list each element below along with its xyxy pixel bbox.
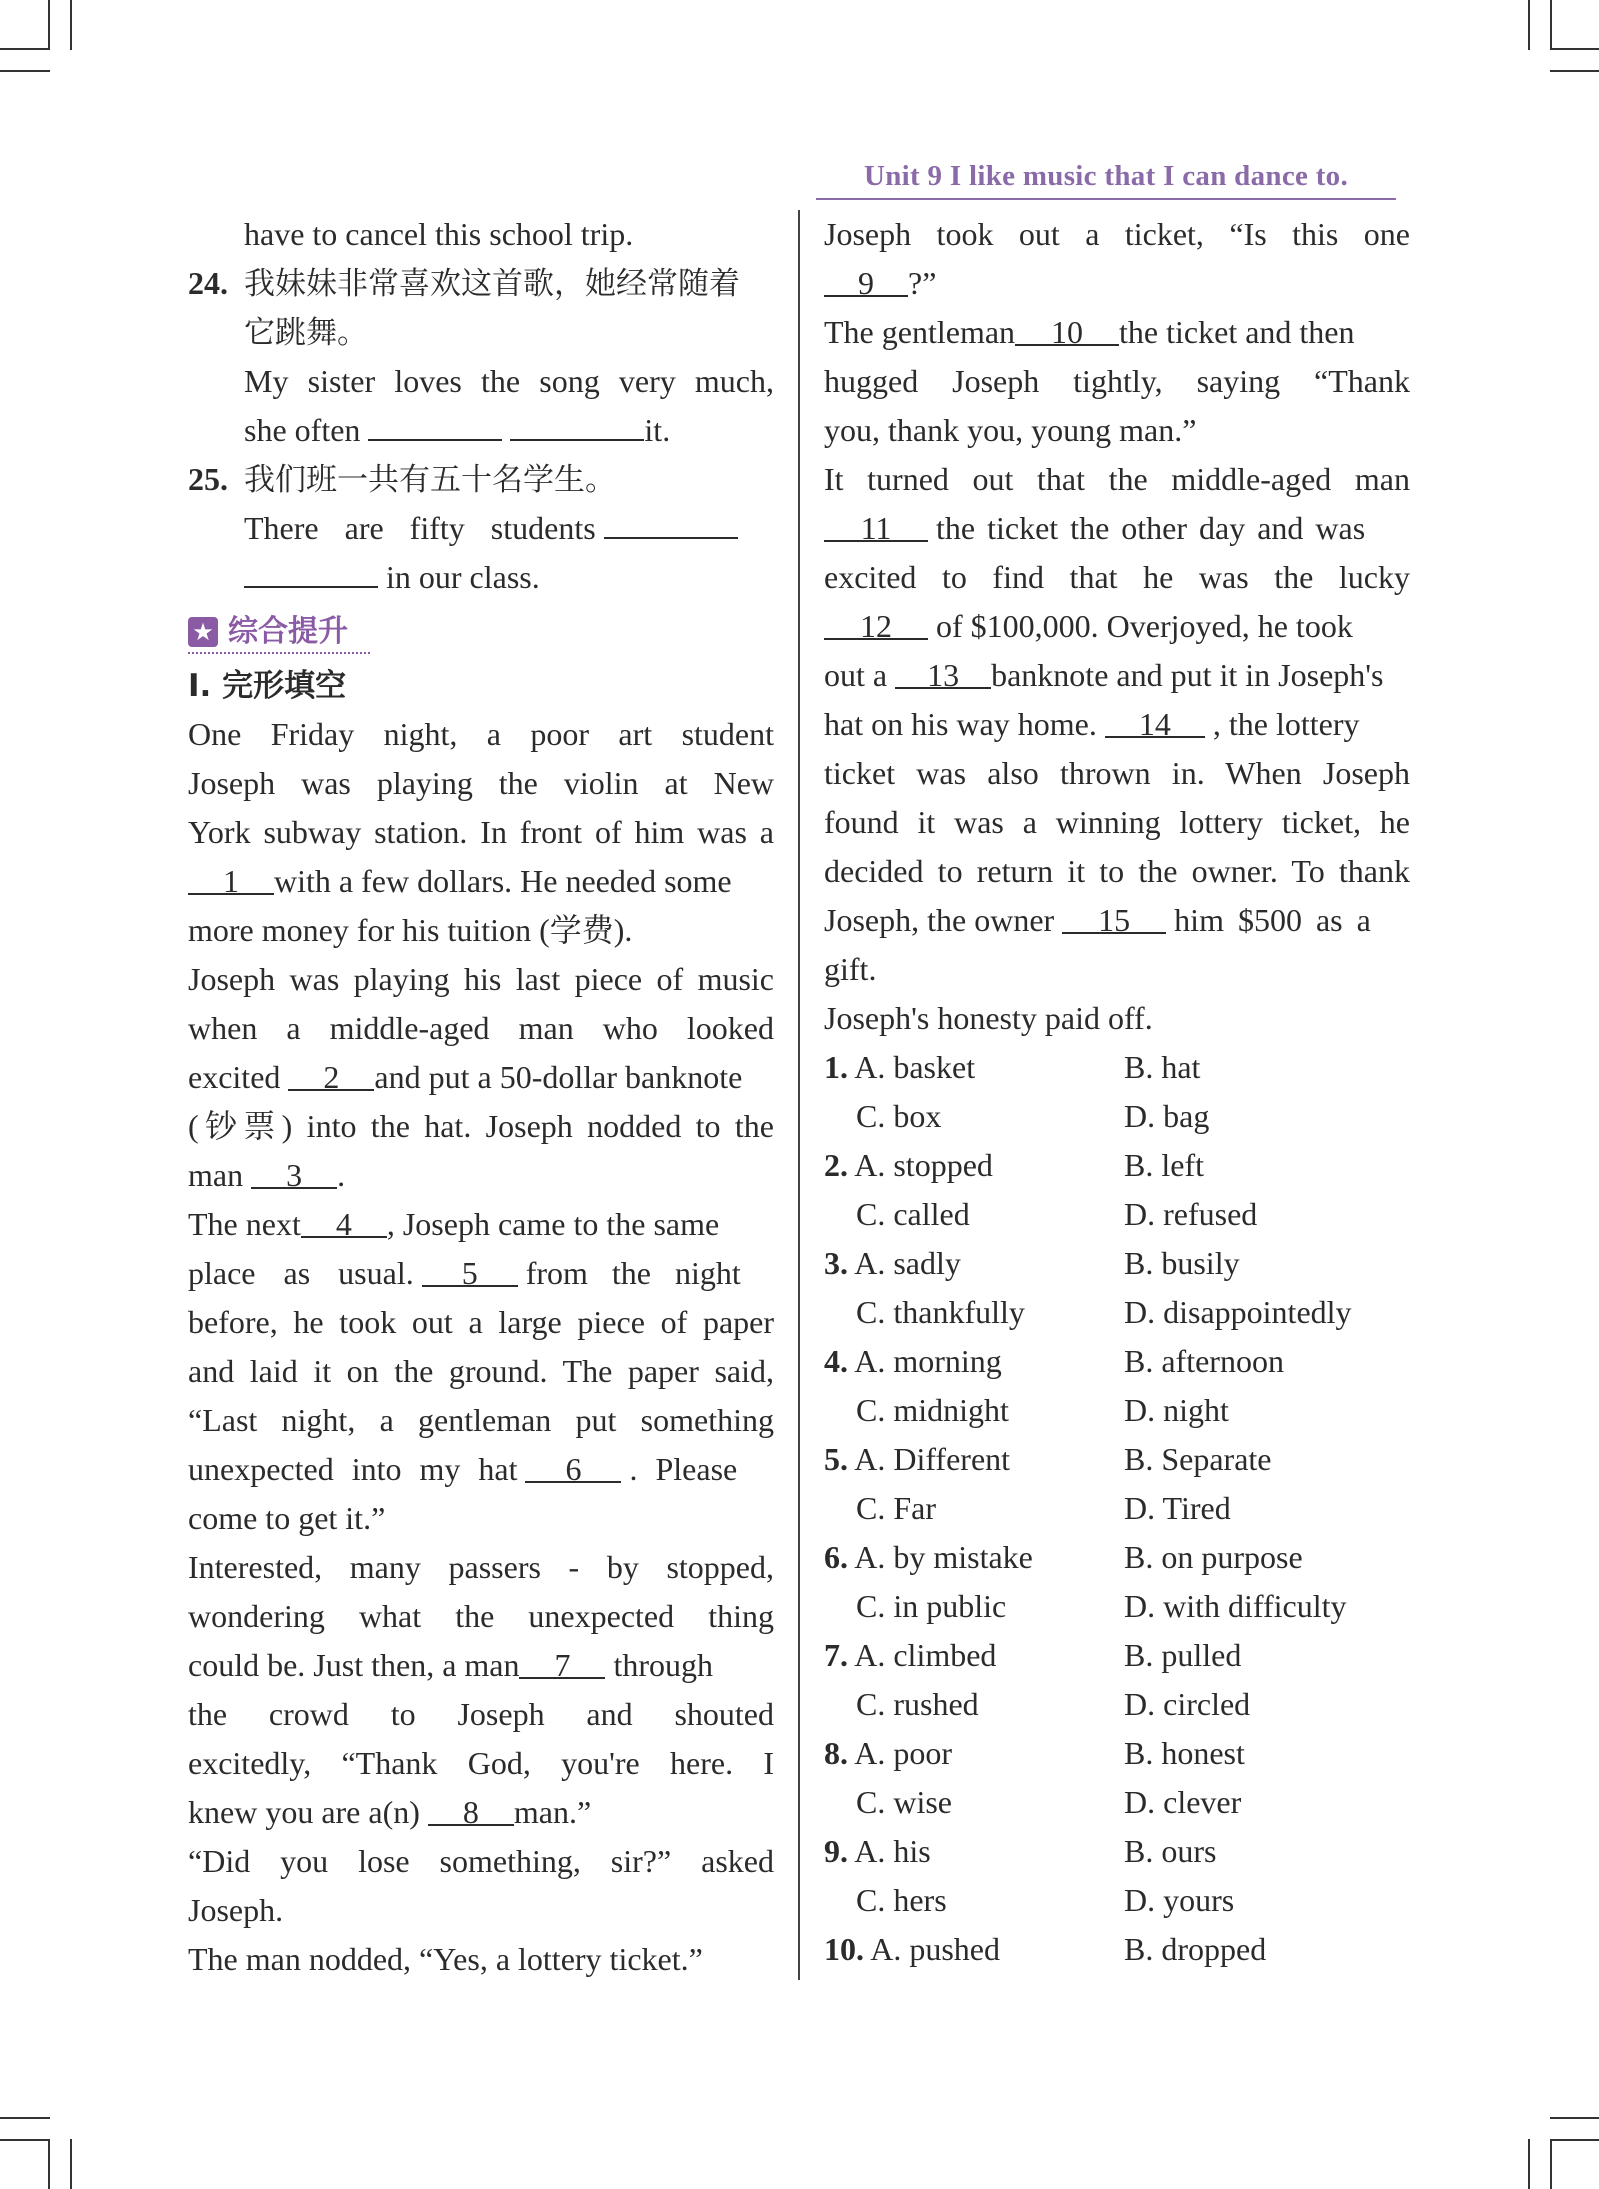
option-b[interactable]: B. hat	[1124, 1049, 1201, 1085]
passage-line	[188, 1641, 774, 1690]
passage-line: Joseph.	[188, 1892, 284, 1928]
cloze-heading	[188, 660, 774, 710]
option-row	[824, 1435, 1410, 1484]
text-span: . Please	[629, 1451, 738, 1487]
option-d[interactable]: D. bag	[1124, 1098, 1210, 1134]
passage-line: Interested, many passers - by stopped,	[188, 1549, 774, 1585]
text-span: out a	[824, 657, 888, 693]
option-c[interactable]: C. rushed	[856, 1686, 979, 1722]
option-c[interactable]: C. hers	[856, 1882, 947, 1918]
text-span: The next	[188, 1206, 301, 1242]
option-b[interactable]: B. dropped	[1124, 1931, 1267, 1967]
passage-line: before, he took out a large piece of paper	[188, 1304, 774, 1340]
passage-line: excited to find that he was the lucky	[824, 559, 1410, 595]
passage-line	[824, 308, 1410, 357]
option-number: 5.	[824, 1441, 848, 1477]
question-25-cn	[188, 455, 774, 504]
text-span: place as usual.	[188, 1255, 414, 1291]
text-span: banknote and put it in Joseph's	[991, 657, 1384, 693]
option-row	[824, 1386, 1410, 1435]
option-row	[824, 1337, 1410, 1386]
option-b[interactable]: B. afternoon	[1124, 1343, 1284, 1379]
option-number: 4.	[824, 1343, 848, 1379]
option-b[interactable]: B. left	[1124, 1147, 1204, 1183]
option-b[interactable]: B. ours	[1124, 1833, 1217, 1869]
crop-mark	[48, 2139, 50, 2189]
passage-line: (钞票) into the hat. Joseph nodded to the	[188, 1108, 774, 1144]
passage-line	[188, 1249, 774, 1298]
passage-line	[188, 1053, 774, 1102]
text-span: the ticket the other day and was	[936, 510, 1366, 546]
text-span: and put a 50-dollar banknote	[374, 1059, 743, 1095]
cloze-blank[interactable]: 12	[824, 608, 928, 640]
passage-line	[188, 857, 774, 906]
option-c[interactable]: C. in public	[856, 1588, 1007, 1624]
option-a[interactable]: A. his	[854, 1833, 931, 1869]
option-a[interactable]: A. stopped	[854, 1147, 993, 1183]
answer-blank[interactable]	[510, 409, 644, 441]
passage-line	[824, 259, 1410, 308]
option-d[interactable]: D. yours	[1124, 1882, 1235, 1918]
option-d[interactable]: D. night	[1124, 1392, 1229, 1428]
question-24-cn	[188, 259, 774, 308]
text-line: have to cancel this school trip.	[244, 216, 634, 252]
option-row	[824, 1925, 1410, 1974]
passage-line: decided to return it to the owner. To thank	[824, 853, 1410, 889]
passage-line: hugged Joseph tightly, saying “Thank	[824, 363, 1410, 399]
passage-line: ticket was also thrown in. When Joseph	[824, 755, 1410, 791]
question-24-en: My sister loves the song very much,	[244, 363, 774, 399]
option-c[interactable]: C. Far	[856, 1490, 936, 1526]
answer-blank[interactable]	[604, 507, 738, 539]
passage-line: One Friday night, a poor art student	[188, 716, 774, 752]
column-divider	[798, 210, 800, 1980]
question-25-en-cont	[188, 553, 774, 602]
cloze-blank[interactable]: 2	[288, 1059, 374, 1091]
text-span: The gentleman	[824, 314, 1016, 350]
text-span: with a few dollars. He needed some	[274, 863, 732, 899]
text-span: excited	[188, 1059, 281, 1095]
option-number: 2.	[824, 1147, 848, 1183]
section-underline	[188, 652, 370, 654]
crop-mark	[1550, 70, 1599, 72]
option-number: 10.	[824, 1931, 864, 1967]
passage-line	[188, 1445, 774, 1494]
crop-mark	[0, 2139, 50, 2141]
question-25-en	[188, 504, 774, 553]
crop-mark	[0, 48, 50, 50]
option-a[interactable]: A. morning	[854, 1343, 1002, 1379]
text-span: him $500 as a	[1174, 902, 1371, 938]
answer-blank[interactable]	[368, 409, 502, 441]
option-number: 1.	[824, 1049, 848, 1085]
passage-line: wondering what the unexpected thing	[188, 1598, 774, 1634]
passage-line: The man nodded, “Yes, a lottery ticket.”	[188, 1941, 703, 1977]
option-b[interactable]: B. pulled	[1124, 1637, 1242, 1673]
passage-line: Joseph was playing his last piece of music	[188, 961, 774, 997]
crop-mark	[1550, 0, 1552, 50]
cloze-blank[interactable]: 1	[188, 863, 274, 895]
option-row	[824, 1239, 1410, 1288]
text-span: .	[337, 1157, 346, 1193]
option-row	[824, 1582, 1410, 1631]
option-c[interactable]: C. wise	[856, 1784, 952, 1820]
passage-line	[824, 504, 1410, 553]
passage-line	[824, 651, 1410, 700]
option-b[interactable]: B. busily	[1124, 1245, 1240, 1281]
cloze-blank[interactable]: 14	[1105, 706, 1205, 738]
text-span: ?”	[908, 265, 937, 301]
question-text-cn: 我们班一共有五十名学生。	[244, 462, 616, 498]
option-row	[824, 1827, 1410, 1876]
option-number: 9.	[824, 1833, 848, 1869]
header-rule	[816, 198, 1396, 200]
option-number: 6.	[824, 1539, 848, 1575]
passage-line: York subway station. In front of him was a	[188, 814, 774, 850]
text-span: of $100,000. Overjoyed, he took	[936, 608, 1353, 644]
passage-line: when a middle-aged man who looked	[188, 1010, 774, 1046]
passage-line	[188, 1788, 774, 1837]
option-row	[824, 1190, 1410, 1239]
passage-line: more money for his tuition (学费).	[188, 912, 633, 948]
crop-mark	[48, 0, 50, 50]
option-c[interactable]: C. called	[856, 1196, 970, 1232]
passage-line	[824, 700, 1410, 749]
option-row	[824, 1778, 1410, 1827]
text-span: could be. Just then, a man	[188, 1647, 520, 1683]
passage-line: Joseph was playing the violin at New	[188, 765, 774, 801]
option-a[interactable]: A. basket	[854, 1049, 976, 1085]
crop-mark	[1528, 0, 1530, 50]
option-c[interactable]: C. box	[856, 1098, 942, 1134]
option-row	[824, 1484, 1410, 1533]
question-number: 25.	[188, 461, 228, 497]
cloze-blank[interactable]: 15	[1062, 902, 1166, 934]
passage-line: found it was a winning lottery ticket, he	[824, 804, 1410, 840]
option-row	[824, 1631, 1410, 1680]
passage-line	[188, 1151, 774, 1200]
option-a[interactable]: A. poor	[854, 1735, 952, 1771]
text-span: Joseph, the owner	[824, 902, 1055, 938]
option-number: 8.	[824, 1735, 848, 1771]
text-span: through	[613, 1647, 714, 1683]
option-c[interactable]: C. thankfully	[856, 1294, 1025, 1330]
passage-line: excitedly, “Thank God, you're here. I	[188, 1745, 774, 1781]
text-span: unexpected into my hat	[188, 1451, 518, 1487]
passage-line: Joseph took out a ticket, “Is this one	[824, 216, 1410, 252]
option-b[interactable]: B. Separate	[1124, 1441, 1272, 1477]
question-text-cn: 它跳舞。	[244, 315, 368, 351]
passage-line	[188, 1200, 774, 1249]
cloze-blank[interactable]: 6	[525, 1451, 621, 1483]
option-d[interactable]: D. with difficulty	[1124, 1588, 1347, 1624]
passage-line	[824, 602, 1410, 651]
passage-line: gift.	[824, 951, 877, 987]
right-column	[824, 210, 1410, 1974]
cloze-blank[interactable]: 13	[895, 657, 991, 689]
option-a[interactable]: A. Different	[854, 1441, 1011, 1477]
text-span: hat on his way home.	[824, 706, 1097, 742]
cloze-blank[interactable]: 7	[519, 1647, 605, 1679]
option-number: 3.	[824, 1245, 848, 1281]
text-span: man	[188, 1157, 244, 1193]
crop-mark	[1550, 48, 1599, 50]
crop-mark	[1528, 2139, 1530, 2189]
crop-mark	[70, 0, 72, 50]
cloze-blank[interactable]: 11	[824, 510, 928, 542]
option-d[interactable]: D. circled	[1124, 1686, 1251, 1722]
option-row	[824, 1680, 1410, 1729]
option-row	[824, 1288, 1410, 1337]
text-span: she often	[244, 412, 361, 448]
options-list	[824, 1043, 1410, 1974]
crop-mark	[0, 70, 50, 72]
option-a[interactable]: A. climbed	[854, 1637, 997, 1673]
option-row	[824, 1092, 1410, 1141]
passage-line: you, thank you, young man.”	[824, 412, 1197, 448]
section-heading	[188, 604, 774, 660]
passage-line: come to get it.”	[188, 1500, 386, 1536]
question-24-cn-cont	[188, 308, 774, 357]
cloze-blank[interactable]: 3	[251, 1157, 337, 1189]
question-24-en-cont	[188, 406, 774, 455]
option-row	[824, 1876, 1410, 1925]
text-span: in our class.	[386, 559, 540, 595]
question-number: 24.	[188, 265, 228, 301]
option-a[interactable]: A. by mistake	[854, 1539, 1033, 1575]
cloze-blank[interactable]: 4	[301, 1206, 387, 1238]
cloze-blank[interactable]: 5	[422, 1255, 518, 1287]
passage-line: It turned out that the middle-aged man	[824, 461, 1410, 497]
passage-line: the crowd to Joseph and shouted	[188, 1696, 774, 1732]
option-d[interactable]: D. Tired	[1124, 1490, 1231, 1526]
crop-mark	[1550, 2117, 1599, 2119]
cloze-heading-text: Ⅰ. 完形填空	[188, 668, 347, 704]
option-row	[824, 1729, 1410, 1778]
passage-line: and laid it on the ground. The paper said,	[188, 1353, 774, 1389]
cloze-blank[interactable]: 8	[428, 1794, 514, 1826]
text-span: from the night	[525, 1255, 741, 1291]
text-span: , Joseph came to the same	[386, 1206, 720, 1242]
text-span: knew you are a(n)	[188, 1794, 420, 1830]
option-row	[824, 1141, 1410, 1190]
text-span: , the lottery	[1212, 706, 1360, 742]
text-span: There are fifty students	[244, 510, 596, 546]
page-header-title: Unit 9 I like music that I can dance to.	[863, 160, 1349, 192]
text-span: it.	[644, 412, 671, 448]
option-b[interactable]: B. on purpose	[1124, 1539, 1303, 1575]
option-number: 7.	[824, 1637, 848, 1673]
passage-line: Joseph's honesty paid off.	[824, 1000, 1153, 1036]
cloze-blank[interactable]: 9	[824, 265, 908, 297]
option-row	[824, 1533, 1410, 1582]
option-d[interactable]: D. clever	[1124, 1784, 1242, 1820]
left-column	[188, 210, 774, 1984]
option-row	[824, 1043, 1410, 1092]
crop-mark	[1550, 2139, 1552, 2189]
option-a[interactable]: A. pushed	[870, 1931, 1000, 1967]
cloze-blank[interactable]: 10	[1015, 314, 1119, 346]
option-b[interactable]: B. honest	[1124, 1735, 1245, 1771]
passage-line: “Did you lose something, sir?” asked	[188, 1843, 774, 1879]
text-span: man.”	[513, 1794, 592, 1830]
text-span: the ticket and then	[1119, 314, 1355, 350]
answer-blank[interactable]	[244, 556, 378, 588]
passage-line: “Last night, a gentleman put something	[188, 1402, 774, 1438]
option-c[interactable]: C. midnight	[856, 1392, 1009, 1428]
star-icon: ★	[188, 617, 218, 647]
passage-line	[824, 896, 1410, 945]
crop-mark	[1550, 2139, 1599, 2141]
option-d[interactable]: D. disappointedly	[1124, 1294, 1352, 1330]
option-d[interactable]: D. refused	[1124, 1196, 1258, 1232]
question-text-cn: 我妹妹非常喜欢这首歌，她经常随着	[244, 266, 740, 302]
crop-mark	[0, 2117, 50, 2119]
section-title: 综合提升	[228, 614, 348, 650]
option-a[interactable]: A. sadly	[854, 1245, 961, 1281]
crop-mark	[70, 2139, 72, 2189]
